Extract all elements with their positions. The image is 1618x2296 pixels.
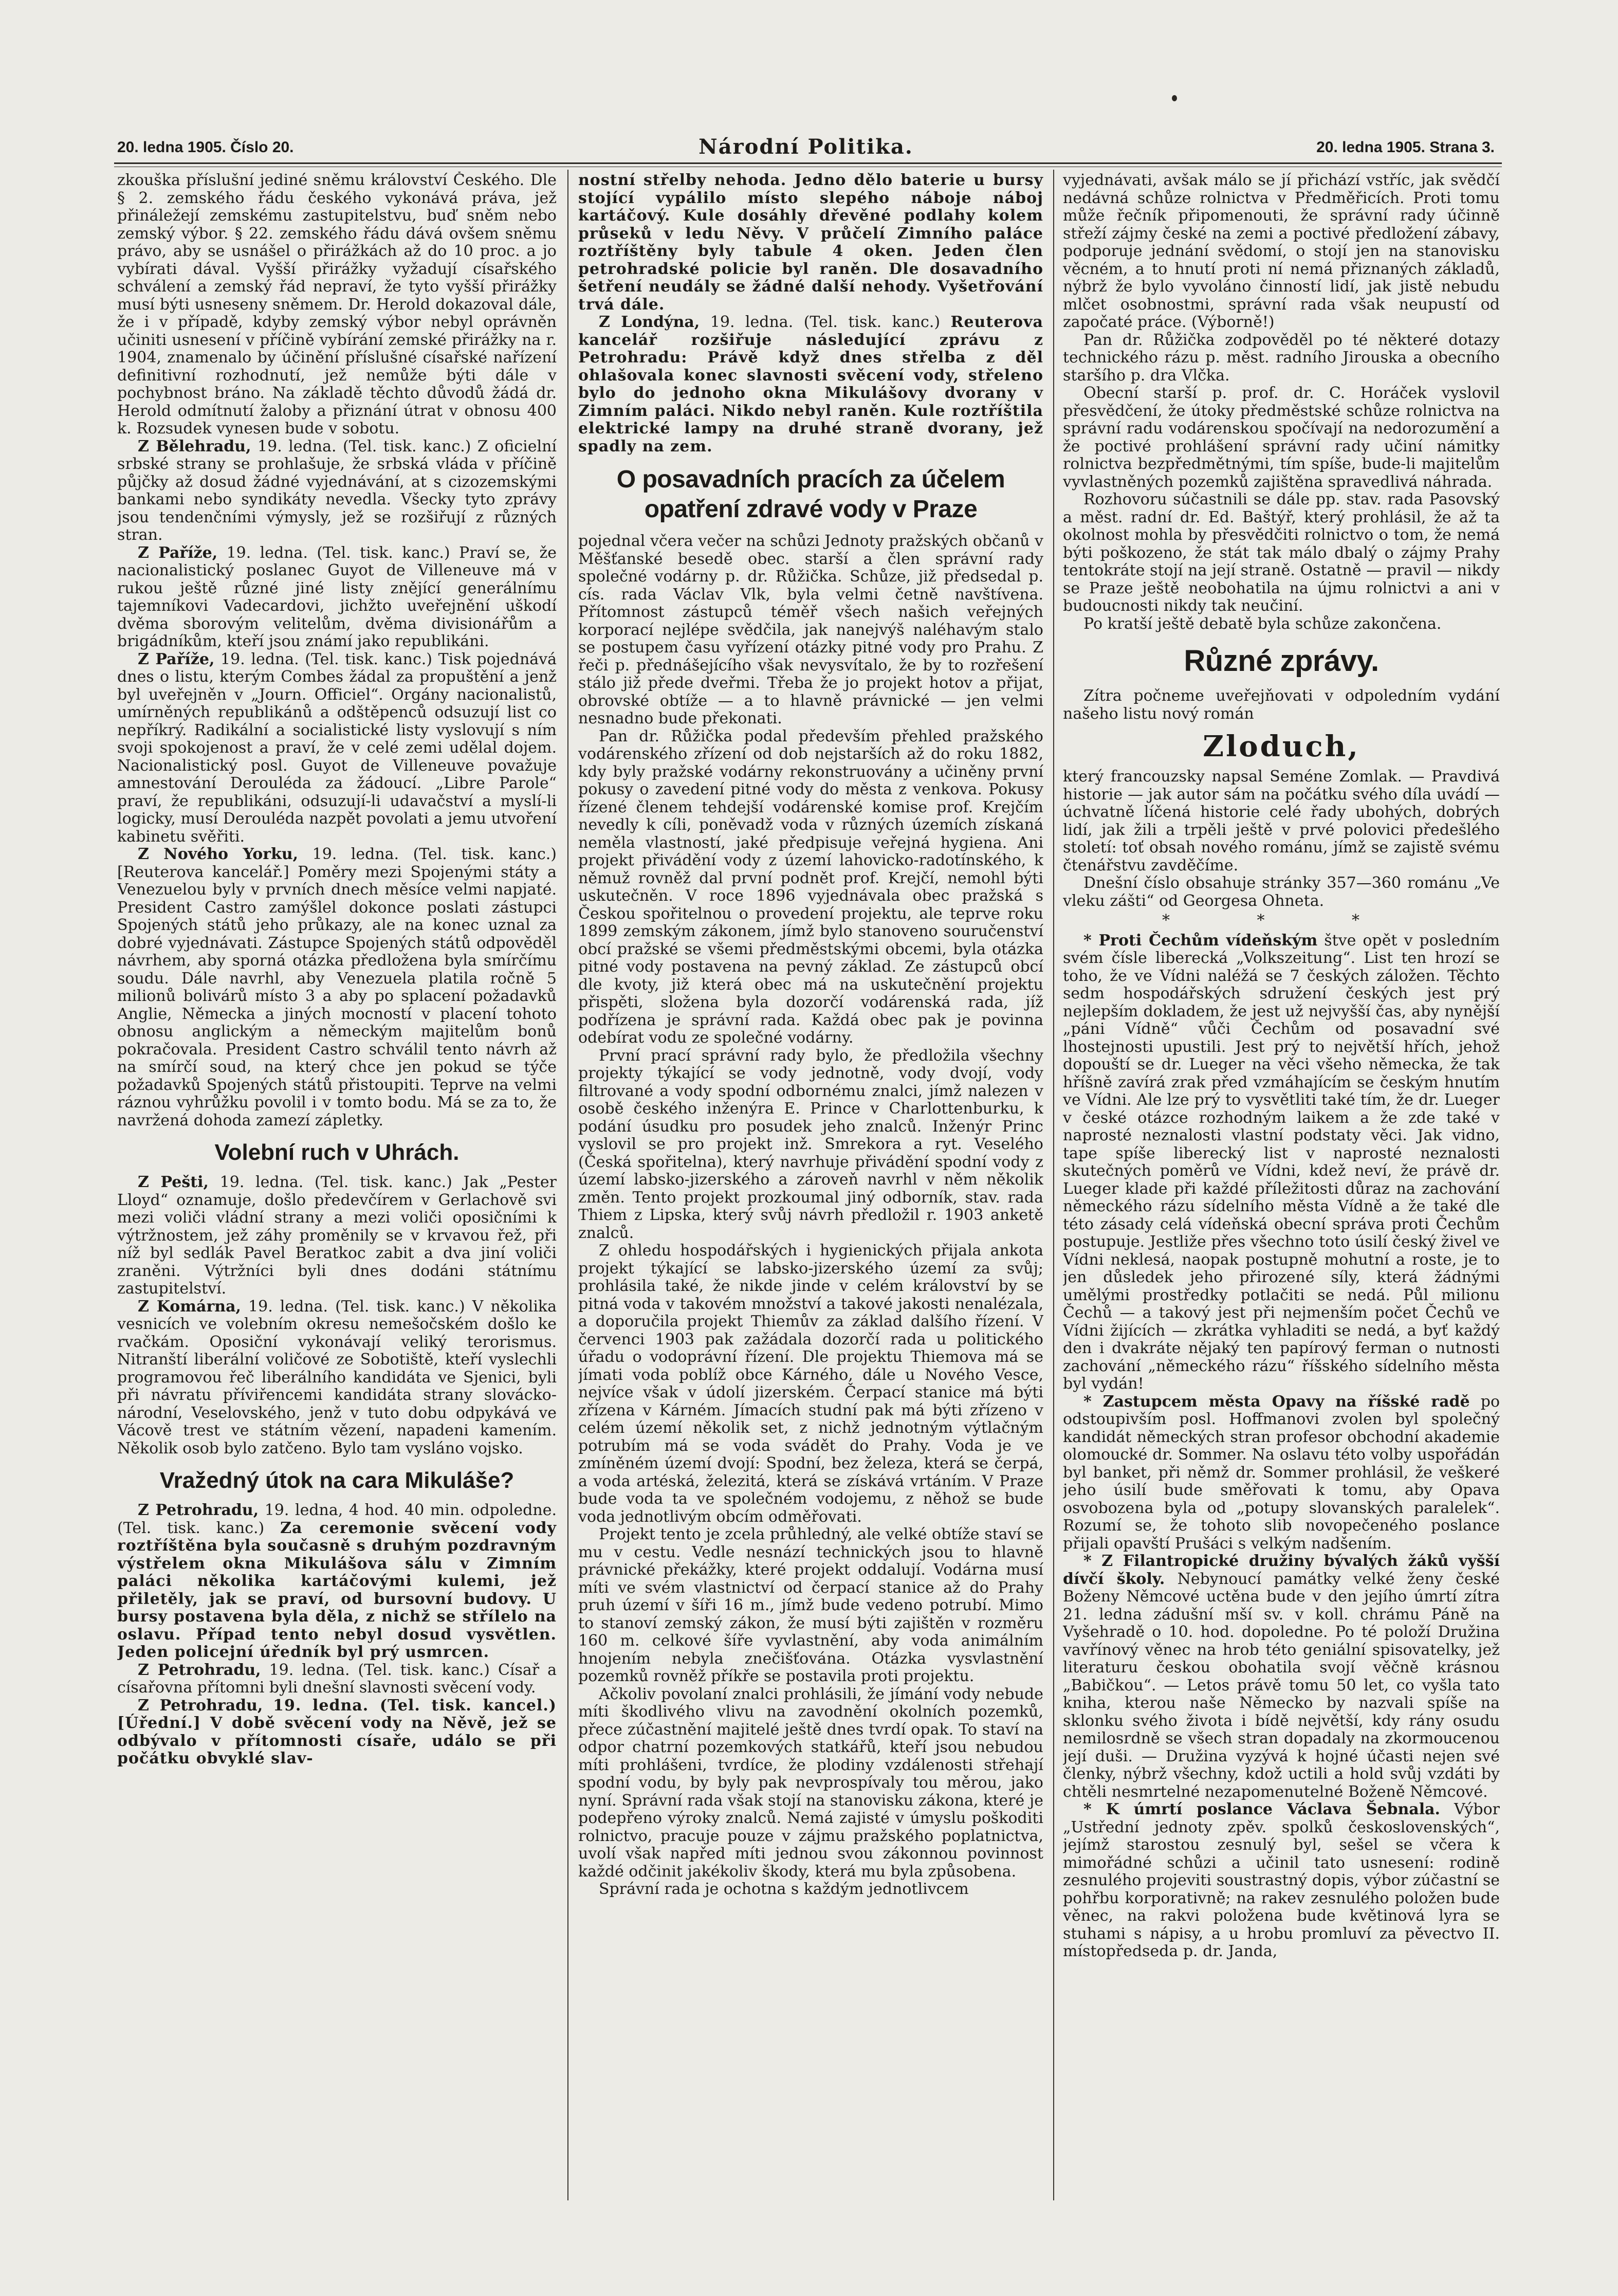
article-paragraph: Zítra počneme uveřejňovati v odpoledním vydání našeho listu nový román (1063, 687, 1500, 723)
news-item: Z Paříže, 19. ledna. (Tel. tisk. kanc.) Tisk pojednává dnes o listu, kterým Combes žádal za propuštění a jenž byl uveřejněn v „Journ. Officiel“. Orgány nacionalistů, umírněných republikánů a odštěpenců odsuzují list co nepříkrý. Radikální a socialistické listy vyslovují s ním svoji spokojenost a praví, že v celé zemi udělal dojem. Nacionalistický posl. Guyot de Villeneuve považuje amnestování Derouléda za žádoucí. „Libre Parole“ praví, že republikáni, odsuzují-li udavačství a myslí-li logicky, musí Derouléda nazpět povolati a jemu utvoření kabinetu svěřiti. (117, 650, 557, 846)
news-item: * Zastupcem města Opavy na říšské radě po odstoupivším posl. Hoffmanovi zvolen byl společný kandidát německých stran profesor obchodní akademie olomoucké dr. Sommer. Na oslavu této volby uspořádán byl banket, při němž dr. Sommer prohlásil, že veškeré jeho úsilí bude směřovati k tomu, aby Opava osvobozena byla od „potupy slovanských paralelek“. Rozumí se, že tohoto slib novopečeného poslance přijali opavští Prušáci s velkým nadšením. (1063, 1392, 1500, 1553)
news-item: Z Pešti, 19. ledna. (Tel. tisk. kanc.) Jak „Pester Lloyd“ oznamuje, došlo předevčírem v Gerlachově svi mezi voliči vládní strany a mezi voliči oposičními k výtržnostem, jež záhy proměnily se v krvavou řež, při níž byl sedlák Pavel Beratkoc zabit a dva jiní voliči zraněni. Výtržníci byli dnes dodáni státnímu zastupitelství. (117, 1173, 557, 1298)
column-3 (1063, 172, 1500, 2197)
article-paragraph: vyjednávati, avšak málo se jí přichází vstříc, jak svědčí nedávná schůze rolnictva v Předměřicích. Proti tomu může řečník připomenouti, že správní rady účinně střeží zájmy české na zemi a poctivé předložení zábavy, podporuje jednání svědomí, o stojí jen na stanovisku věcném, a to hnutí proti ní nemá přiznaných základů, nýbrž že bylo vyvoláno činností lidí, jak jistě nebudu mlčet osobnostmi, správní rada však neupustí od započaté práce. (Výborně!) (1063, 172, 1500, 331)
news-item: Z Petrohradu, 19. ledna, 4 hod. 40 min. odpoledne. (Tel. tisk. kanc.) Za ceremonie svěcení vody roztříštěna byla současně s druhým pozdravným výstřelem okna Mikulášova sálu v Zimním paláci několika kartáčovými kulemi, jež přiletěly, jak se praví, od bursovní budovy. U bursy postavena byla děla, z nichž se střílelo na oslavu. Případ tento nebyl dosud vysvětlen. Jeden policejní úředník byl prý usmrcen. (117, 1501, 557, 1661)
article-paragraph: Po kratší ještě debatě byla schůze zakončena. (1083, 614, 1442, 633)
header-date-issue: 20. ledna 1905. Číslo 20. (117, 139, 294, 156)
column-divider-2 (1053, 170, 1054, 2200)
news-item: Z Nového Yorku, 19. ledna. (Tel. tisk. kanc.) [Reuterova kancelář.] Poměry mezi Spojenými státy a Venezuelou byly v prvních dnech měsíce velmi napjaté. President Castro zamýšlel dokonce poslati zástupci Spojených států jeho průkazy, ale na konec uznal za dobré vyjednávati. Zástupce Spojených států odpověděl návrhem, aby sporná otázka předložena byla smírčímu soudu. Dále navrhl, aby Venezuela platila ročně 5 milionů bolivárů místo 3 a aby po splacení požadavků Anglie, Německa a jiných mocností v placení tohoto obnosu anglickým a německým majitelům bonů pokračovala. President Castro schválil tento návrh až na smírčí soud, na který chce jen pokud se týče požadavků Spojených států přistoupiti. Teprve na velmi ráznou vyhrůžku povolil i v tomto bodu. Má se za to, že navržená dohoda zamezí zápletky. (117, 845, 557, 1129)
news-item: * K úmrtí poslance Václava Šebnala. Výbor „Ustřední jednoty zpěv. spolků československých“, jejímž starostou zesnulý byl, sešel se včera k mimořádné schůzi a učinil tato usnesení: rodině zesnulého projeviti soustrastný dopis, výbor zúčastní se pohřbu korporativně; na rakev zesnulého položen bude věnec, na rakvi položena bude květinová lyra se stuhami s nápisy, a u hrobu promluví za pěvectvo II. místopředseda p. dr. Janda, (1063, 1800, 1500, 1960)
news-item: * Z Filantropické družiny bývalých žáků vyšší dívčí školy. Nebynoucí památky velké ženy české Boženy Němcové uctěna bude v den jejího úmrtí zítra 21. ledna zádušní mší sv. v koll. chrámu Páně na Vyšehradě o 10. hod. dopoledne. Po té položí Družina vavřínový věnec na hrob této geniální spisovatelky, jež literaturu českou obohatila svojí věčně krásnou „Babičkou“. — Letos právě tomu 50 let, co vyšla tato kniha, kterou naše Německo by nazvali spíše na sklonku svého života i bídě největší, kdy rány osudu nemilosrdně se všech stran dopadaly na zkormoucenou její duši. — Družina vyzývá k hojné účasti nejen své členky, nýbrž všechny, kdož uctili a hold svůj vzdáti by chtěli nesmrtelné nezapomenutelné Boženě Němcové. (1063, 1552, 1500, 1801)
news-item: Z Petrohradu, 19. ledna. (Tel. tisk. kanc.) Císař a císařovna přítomni byli dnešní slavnosti svěcení vody. (117, 1661, 557, 1697)
page-header (117, 135, 1495, 160)
news-item: Z Petrohradu, 19. ledna. (Tel. tisk. kancel.) [Úřední.] V době svěcení vody na Něvě, jež se odbývalo v přítomnosti císaře, událo se při počátku obvyklé slav- (117, 1696, 557, 1767)
article-paragraph: Ačkoliv povolaní znalci prohlásili, že jímání vody nebude míti škodlivého vlivu na zavodnění okolních pozemků, přece zúčastnění majitelé ještě dnes tvrdí opak. To staví na odpor chatrní pozemkových statkářů, kteří jsou nebudou míti prohlášeni, tvrdíce, že plodiny vzdálenosti střehají spodní vodu, by byly pak nevprospívaly tou měrou, jako nyní. Správní rada však stojí na stanovisku zákona, které je podepřeno výroky znalců. Nemá zajisté v úmyslu poškoditi rolnictvo, pracuje pouze v zájmu pražského poplatnictva, uvolí však napřed míti jednou svou zákonnou povinnost každé odčinit jakékoliv škody, která mu byla způsobena. (578, 1685, 1043, 1881)
masthead-title: Národní Politika. (698, 135, 913, 159)
headline-utok: Vražedný útok na cara Mikuláše? (159, 1468, 514, 1493)
headline-voda: O posavadních pracích za účelem opatření zdravé vody v Praze (616, 466, 1005, 523)
headline-zpravy: Různé zprávy. (1184, 644, 1379, 678)
article-paragraph: pojednal včera večer na schůzi Jednoty pražských občanů v Měšťanské besedě obec. starší a člen správní rady společné vodárny p. dr. Růžička. Schůze, již předsedal p. cís. rada Václav Vlk, byla velmi četně navštívena. Přítomnost zástupců téměř všech našich veřejných korporací nejlépe svědčila, jak nanejvýš naléhavým stalo se postupem času vyřízení otázky pitné vody pro Prahu. Z řeči p. přednášejícího však nevysvítalo, že by to rozřešení stálo již přede dveřmi. Třeba že jo projekt hotov a přijat, obrovské obtíže — a to hlavně právnické — jen velmi nesnadno bude překonati. (578, 532, 1043, 727)
ink-spot (1172, 95, 1177, 101)
headline-volby: Volební ruch v Uhrách. (214, 1140, 459, 1165)
column-2 (578, 172, 1043, 2197)
column-divider-1 (567, 170, 568, 2200)
article-paragraph: První prací správní rady bylo, že předložila všechny projekty týkající se vody jednotně, vody dvojí, vody filtrované a vody spodní odbornému znalci, jímž nalezen v osobě českého inženýra E. Prince v Charlottenburku, k podání úsudku pro posudek jeho znalců. Inženýr Princ vyslovil se pro projekt inž. Smrekora a ryt. Veselého (Česká spořitelna), který navrhuje přivádění spodní vody z území labsko-jizerského a zároveň navrhl v něm několik změn. Tento projekt prozkoumal jiný odborník, stav. rada Thiem z Lipska, který svůj návrh předložil r. 1903 anketě znalců. (578, 1046, 1043, 1242)
article-paragraph: nostní střelby nehoda. Jedno dělo baterie u bursy stojící vypálilo místo slepého náboje náboj kartáčový. Kule dosáhly dřevěné podlahy kolem průseků v ledu Něvy. V průčelí Zimního paláce roztříštěny byly tabule 4 oken. Jeden člen petrohradské policie byl raněn. Dle dosavadního šetření neudály se žádné další nehody. Vyšetřování trvá dále. (578, 172, 1043, 314)
header-date-page: 20. ledna 1905. Strana 3. (1316, 139, 1495, 156)
news-item: * Proti Čechům vídeňským štve opět v posledním svém čísle liberecká „Volkszeitung“. List ten hrozí se toho, že ve Vídni naléžá se 7 českých záložen. Těchto sedm hospodářských sdružení českých jest prý nejlepším dokladem, že jest už nejvyšší čas, aby nynější „páni Vídně“ vůči Čechům od posavadní své lhostejnosti upustili. Jest prý to největší hřích, jehož dopouští se dr. Lueger na věci všeho německa, že tak hříšně zavírá zrak před vzmáhajícím se českým hnutím ve Vídni. Ale lze prý to vysvětliti také tím, že dr. Lueger v české otázce rozhodným laikem a že zde také v naprosté neznalosti vlastní podstaty věci. Jak vidno, tape spíše liberecký list v naprosté neznalosti skutečných poměrů ve Vídni, kdež neví, že právě dr. Lueger klade při každé příležitosti důraz na zachování německého rázu sídelního města Vídně a že také dle této zásady celá vídeňská obecní správa proti Čechům postupuje. Jestliže přes všechno toto úsilí český živel ve Vídni neklesá, naopak postupně mohutní a roste, je to jen důsledek jeho přirozené síly, která žádnými umělými prostředky potlačiti se nedá. Půl milionu Čechů — a takový jest při nejmenším počet Čechů ve Vídni žijících — zkrátka vyhladiti se nedá, a byť každý den i dvakráte nějaký ten papírový ferman o nutnosti zachování „německého rázu“ říšského sídelního města byl vydán! (1063, 931, 1500, 1393)
article-paragraph: který francouzsky napsal Seméne Zomlak. — Pravdivá historie — jak autor sám na počátku svého díla uvádí — úchvatně líčená historie celé řady ubohých, dobrých lidí, jak žili a trpěli ještě v prvé polovici předešlého století: toť obsah nového románu, jímž se zajistě svému čtenářstvu zavděčíme. (1063, 768, 1500, 874)
article-paragraph: Správní rada je ochotna s každým jednotlivcem (599, 1880, 969, 1898)
news-item: Z Bělehradu, 19. ledna. (Tel. tisk. kanc.) Z oficielní srbské strany se prohlašuje, že srbská vláda v příčině půjčky až dosud žádné vyjednávání, at s cizozemskými bankami nebo syndikáty nevedla. Všecky tyto zprávy jsou tendenčními výmysly, jež se rozšiřují z různých stran. (117, 437, 557, 544)
article-paragraph: Obecní starší p. prof. dr. C. Horáček vyslovil přesvědčení, že útoky předměstské schůze rolnictva na správní radu vodárenskou spočívají na nedorozumění a že poctivé prohlášení správní rady učiní námitky rolnictva bezpředmětnými, tím spíše, bude-li majitelům vyvlastněných pozemků zajištěna spravedlivá náhrada. (1063, 384, 1500, 491)
novel-title: Zloduch, (1203, 730, 1360, 763)
article-paragraph: Rozhovoru súčastnili se dále pp. stav. rada Pasovský a měst. radní dr. Ed. Baštýř, který prohlásil, že až ta okolnost mohla by přesvědčiti rolnictvo o tom, že nemá býti poškozeno, že stát tak málo dbalý o zájmy Prahy tentokráte stojí na její straně. Ostatně — pravil — nikdy se Praze ještě neobohatila na újmu rolnictvi a ani v budoucnosti nikdy tak neučiní. (1063, 490, 1500, 615)
header-rule (114, 162, 1502, 164)
news-item: Z Paříže, 19. ledna. (Tel. tisk. kanc.) Praví se, že nacionalistický poslanec Guyot de Villeneuve má v rukou ještě různé jiné listy znějící generálnímu tajemníkovi Vadecardovi, jichžto uveřejnění uškodí dvěma sborovým velitelům, dvěma divisionářům a brigádníkům, kteří jsou známí jako republikáni. (117, 543, 557, 650)
news-item: Z Komárna, 19. ledna. (Tel. tisk. kanc.) V několika vesnicích ve volebním okresu nemešočském došlo ke rvačkám. Oposiční vykonávají veliký terorismus. Nitranští liberální voličové ze Sobotiště, kteří vyslechli programovou řeč liberálního kandidáta ve Sjenici, byli při návratu příviřencemi kandidáta strany slovácko-národní, Veselovského, jenž v tuto dobu odpykává ve Vácově trest ve státním vězení, napadeni kamením. Několik osob bylo zatčeno. Bylo tam vysláno vojsko. (117, 1297, 557, 1457)
article-paragraph: Pan dr. Růžička zodpověděl po té některé dotazy technického rázu p. měst. radního Jirouska a obecního staršího p. dra Vlčka. (1063, 331, 1500, 385)
article-paragraph: Z ohledu hospodářských i hygienických přijala ankota projekt týkající se labsko-jizerského území za svůj; prohlásila také, že nikde jinde v celém království by se pitná voda v takovém množství a takové jakosti nenalézala, a doporučila projekt Thiemův za základ dalšího řízení. V červenci 1903 pak zažádala dozorčí rada u politického úřadu o vodoprávní řízení. Dle projektu Thiemova má se jímati voda poblíž obce Kárného, dále u Nového Vesce, nejvíce však v údolí jizerském. Čerpací stanice má býti zřízena v Kárném. Jímacích studní pak má býti zřízeno v celém území několik set, z nichž jednotným výtlačným potrubím má se voda svádět do Prahy. Voda je ve zmíněném území dvojí: Spodní, bez železa, která se čerpá, a voda artéská, železitá, která se získává vrtáním. V Praze bude voda ta ve společném vodojemu, z něhož se bude voda jednotlivým obcím odměřovati. (578, 1242, 1043, 1526)
section-stars: * * * (1162, 912, 1401, 930)
article-paragraph: Projekt tento je zcela průhledný, ale velké obtíže staví se mu v cestu. Vedle nesnází technických jsou to hlavně právnické překážky, které projekt oddalují. Vodárna musí míti ve svém vlastnictví od čerpací stanice až do Prahy pruh území v šíři 16 m., jímž bude vedeno potrubí. Mimo to stanoví zemský zákon, že musí býti zajištěn v rozměru 160 m. celkové šíře vyvlastnění, aby voda animálním hnojením nebyla znečišťována. Otázka vysvlastnění pozemků rovněž příkře se postavila proti projektu. (578, 1525, 1043, 1685)
column-1 (117, 172, 557, 2197)
article-paragraph: zkouška příslušní jediné sněmu království Českého. Dle § 2. zemského řádu českého vykonává práva, jež přináležejí zemskému zastupitelstvu, buď sněm nebo zemský výbor. § 22. zemského řádu dává ovšem sněmu právo, aby se usnášel o přirážkách až do 10 proc. a jo vybírati dával. Vyšší přirážky vyžadují císařského schválení a zemský řád nepraví, že tyto vyšší přirážky musí býti usneseny sněmem. Dr. Herold dokazoval dále, že i v případě, kdyby zemský výbor nebyl oprávněn učiniti usnesení v příčině vybírání zemské přirážky na r. 1904, znamenalo by účinění příslušné císařské nařízení definitivní rozhodnutí, jež nemůže býti dále v pochybnost bráno. Na základě těchto důvodů žádá dr. Herold odmítnutí žaloby a přiznání útrat v obnosu 400 k. Rozsudek vynesen bude v sobotu. (117, 172, 557, 438)
article-paragraph: Dnešní číslo obsahuje stránky 357—360 románu „Ve vleku zášti“ od Georgesa Ohneta. (1063, 874, 1500, 910)
news-item: Z Londýna, 19. ledna. (Tel. tisk. kanc.) Reuterova kancelář rozšiřuje následující zprávu z Petrohradu: Právě když dnes střelba z děl ohlašovala konec slavnosti svěcení vody, střeleno bylo do jednoho okna Mikulášovy dvorany v Zimním paláci. Nikdo nebyl raněn. Kule roztříštila elektrické lampy na druhé straně dvorany, jež spadly na zem. (578, 313, 1043, 455)
article-paragraph: Pan dr. Růžička podal především přehled pražského vodárenského zřízení od dob nejstarších až do roku 1882, kdy byly pražské vodárny rekonstruovány a učiněny první pokusy o zavedení pitné vody do města z venkova. Pokusy řízené členem tehdejší vodárenské komise prof. Krejčím nevedly k cíli, poněvadž voda v různých územích získaná neměla vlastností, jaké předpisuje veřejná hygiena. Ani projekt přivádění vody z území lahovicko-radotínského, k němuž rovněž dal první podnět prof. Krejčí, nemohl býti uskutečněn. V roce 1896 vyjednávala obec pražská s Českou spořitelnou o provedení projektu, ale teprve roku 1899 zemským zákonem, jímž bylo stanoveno souručenství obcí pražské se všemi předměstskými obcemi, byla otázka pitné vody postavena na pevný základ. Ze zástupců obcí dle kvoty, již která obec má na uskutečnění projektu přispěti, složena byla dozorčí vodárenská rada, jíž podřízena je správní rada. Každá obec pak je povinna odebírat vodu ze společné vodárny. (578, 727, 1043, 1047)
